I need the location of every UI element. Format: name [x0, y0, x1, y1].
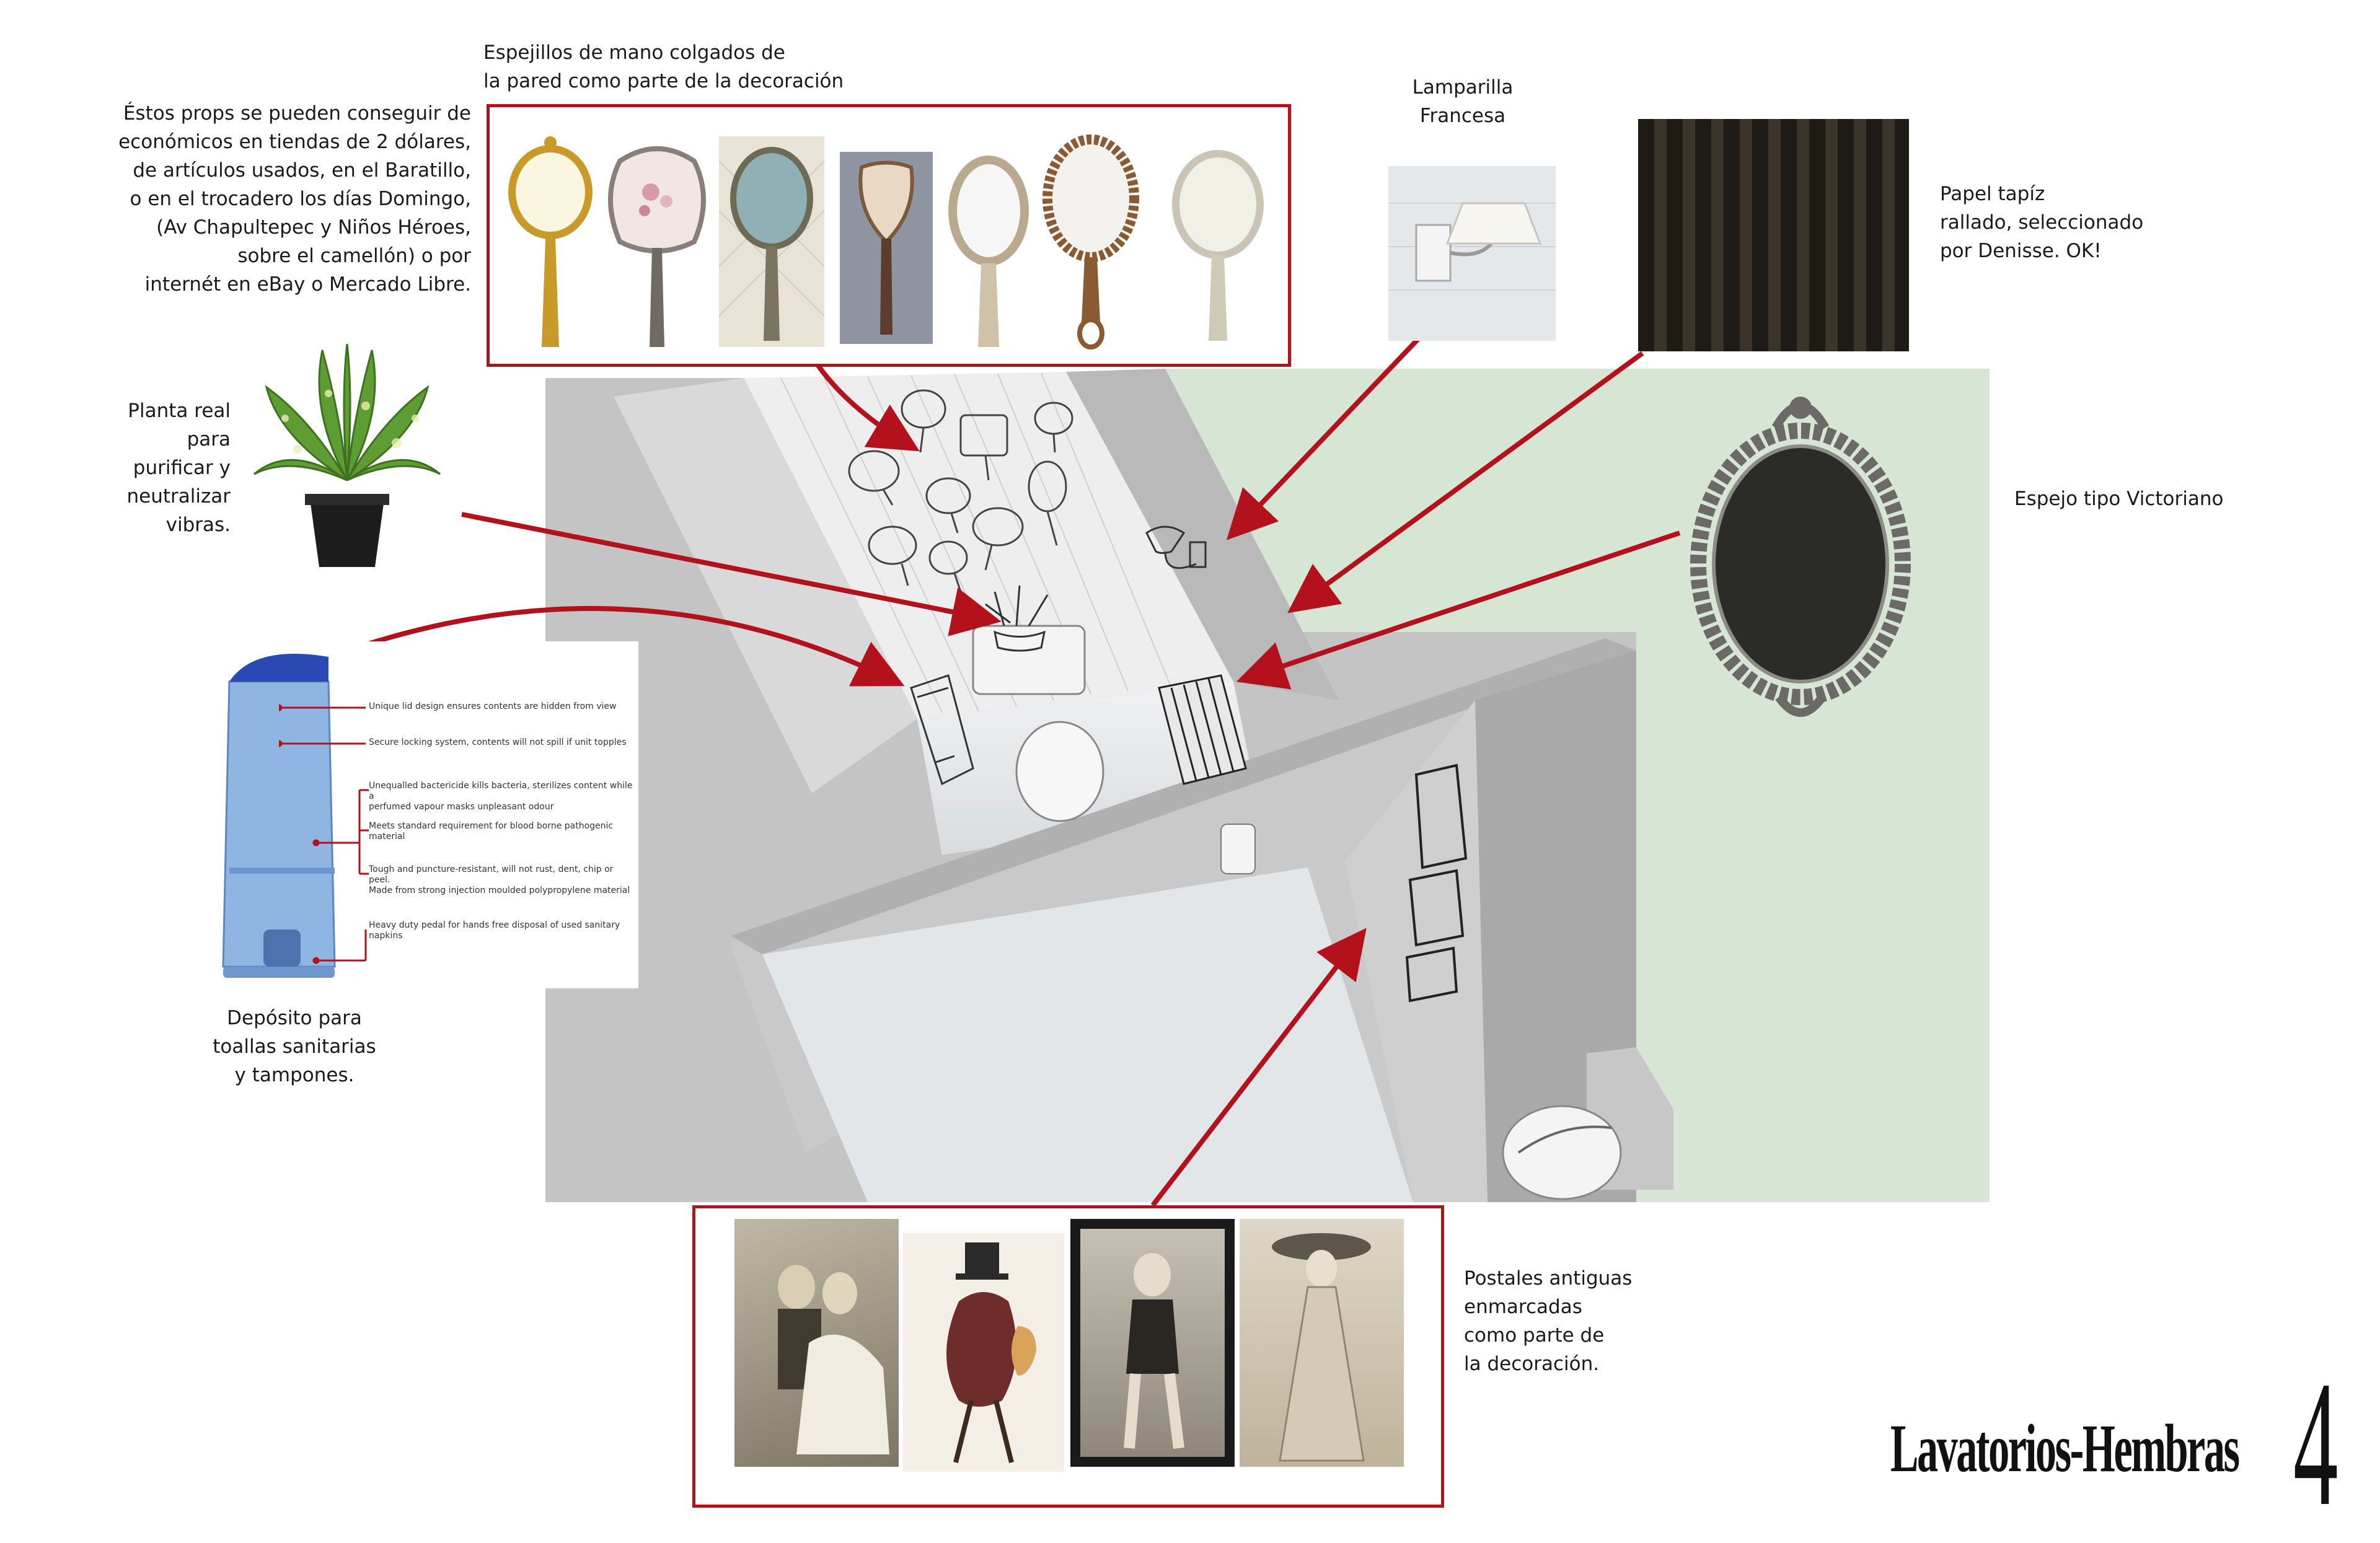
- hand-mirrors-row: [496, 112, 1283, 359]
- postcards-note: Postales antiguas enmarcadas como parte de la decoración.: [1464, 1267, 1633, 1375]
- hand-mirrors-note: Espejillos de mano colgados de la pared como parte de la decoración: [483, 42, 844, 92]
- lamp-note: Lamparilla Francesa: [1412, 76, 1514, 127]
- bin-spec-1: Unique lid design ensures contents are hidden from view: [369, 701, 617, 711]
- toilet-paper: [1221, 824, 1255, 874]
- page-title: Lavatorios-Hembras: [1890, 1410, 2239, 1486]
- silver-hand-mirror-icon: [953, 160, 1025, 347]
- victorian-mirror-note: Espejo tipo Victoriano: [2014, 488, 2224, 510]
- gold-hand-mirror-icon: [512, 136, 589, 347]
- lady-postcard-icon: [1240, 1219, 1404, 1467]
- white-hand-mirror-icon: [1176, 154, 1260, 341]
- page-number: 4: [2293, 1344, 2338, 1543]
- bin-spec-2: Secure locking system, contents will not spill if unit topples: [369, 737, 627, 747]
- bin-spec-3: Unequalled bactericide kills bacteria, sterilizes content while a perfumed vapour masks unpleasant odour: [369, 781, 633, 812]
- couple-postcard-icon: [734, 1219, 899, 1467]
- bin-spec-4: Meets standard requirement for blood borne pathogenic material: [369, 821, 614, 842]
- victorian-mirror-icon: [1686, 384, 1915, 731]
- plant-note: Planta real para purificar y neutralizar vibras.: [126, 400, 231, 536]
- dancer-postcard-icon: [1070, 1219, 1235, 1467]
- sanitary-bin-note: Depósito para toallas sanitarias y tampones.: [213, 1007, 376, 1086]
- sink-basin: [1503, 1106, 1621, 1199]
- lamp-photo: [1388, 166, 1556, 341]
- potted-plant-icon: [242, 338, 452, 573]
- baroque-hand-mirror-icon: [1047, 139, 1134, 347]
- wall-lamp-icon: [1388, 166, 1556, 341]
- bin-spec-5: Tough and puncture-resistant, will not rust, dent, chip or peel. Made from strong injection moulded polypropylene material: [369, 864, 630, 895]
- floral-hand-mirror-icon: [610, 149, 703, 347]
- bin-spec-6: Heavy duty pedal for hands free disposal of used sanitary napkins: [369, 920, 620, 941]
- wallpaper-swatch: [1638, 119, 1909, 351]
- toilet-bowl: [1016, 722, 1103, 821]
- bin-spec-pointers: [279, 694, 372, 985]
- caricature-postcard-icon: [903, 1233, 1064, 1472]
- props-sources-note: Éstos props se pueden conseguir de económicos en tiendas de 2 dólares, de artículos usados, en el Baratillo, o en el trocadero los días Domingo, (Av Chapultepec y Niños Héroes, sobre el camellón) o por internét en eBay o Mercado Libre.: [118, 102, 471, 296]
- wallpaper-note: Papel tapíz rallado, seleccionado por Denisse. OK!: [1940, 183, 2144, 262]
